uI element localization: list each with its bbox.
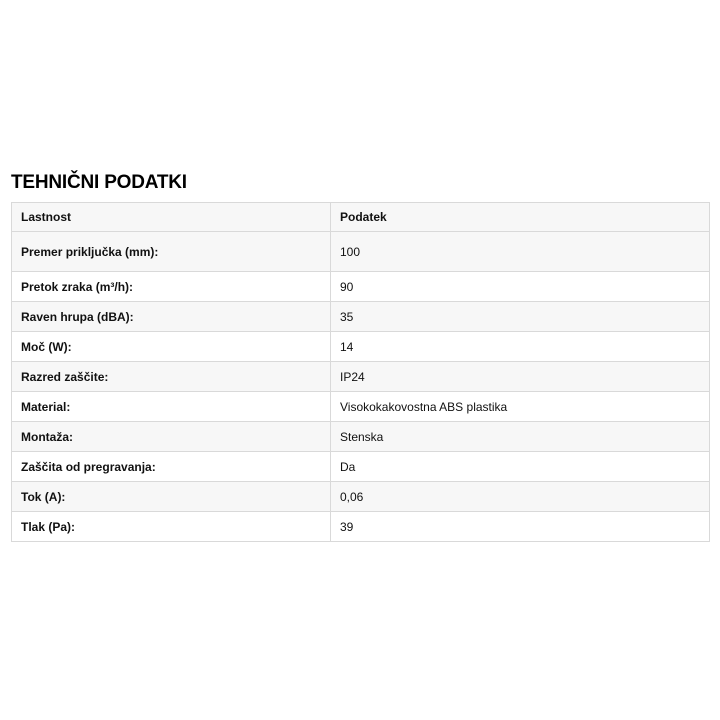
column-header-property: Lastnost: [12, 203, 331, 232]
table-row: [12, 482, 710, 512]
row-property: Raven hrupa (dBA):: [12, 302, 331, 332]
table-row: [12, 302, 710, 332]
table-row: [12, 272, 710, 302]
row-property: Tok (A):: [12, 482, 331, 512]
row-value: Stenska: [331, 422, 710, 452]
column-header-value: Podatek: [331, 203, 710, 232]
row-property: Montaža:: [12, 422, 331, 452]
row-property: Moč (W):: [12, 332, 331, 362]
row-value: 90: [331, 272, 710, 302]
table-row: [12, 452, 710, 482]
table-row: [12, 392, 710, 422]
row-value: 0,06: [331, 482, 710, 512]
table-row: [12, 332, 710, 362]
row-property: Premer priključka (mm):: [12, 232, 331, 272]
row-property: Material:: [12, 392, 331, 422]
table-row: [12, 512, 710, 542]
technical-data-table: [11, 202, 710, 542]
row-value: IP24: [331, 362, 710, 392]
row-value: 39: [331, 512, 710, 542]
page-title: TEHNIČNI PODATKI: [11, 172, 187, 193]
row-property: Zaščita od pregravanja:: [12, 452, 331, 482]
table-row: [12, 362, 710, 392]
row-property: Razred zaščite:: [12, 362, 331, 392]
row-value: 35: [331, 302, 710, 332]
row-value: 100: [331, 232, 710, 272]
row-property: Tlak (Pa):: [12, 512, 331, 542]
row-property: Pretok zraka (m³/h):: [12, 272, 331, 302]
row-value: 14: [331, 332, 710, 362]
table-row: [12, 422, 710, 452]
table-header-row: [12, 203, 710, 232]
row-value: Visokokakovostna ABS plastika: [331, 392, 710, 422]
row-value: Da: [331, 452, 710, 482]
table-row: [12, 232, 710, 272]
